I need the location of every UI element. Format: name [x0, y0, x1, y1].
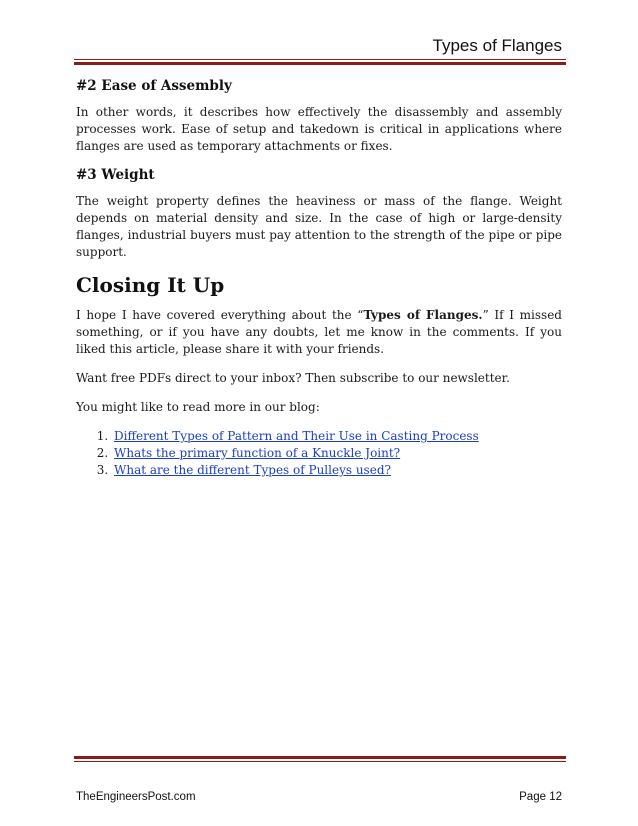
paragraph-newsletter: Want free PDFs direct to your inbox? Then subscribe to our newsletter.	[76, 371, 510, 385]
header-rule-thick	[74, 62, 566, 65]
footer-rule-thick	[74, 756, 566, 759]
section-heading-closing: Closing It Up	[76, 273, 225, 297]
section-heading-weight: #3 Weight	[76, 167, 155, 183]
paragraph-blog-intro: You might like to read more in our blog:	[76, 400, 320, 414]
closing-intro-before: I hope I have covered everything about the “	[76, 308, 364, 322]
closing-intro-bold: Types of Flanges.	[363, 308, 483, 322]
paragraph-closing-intro	[76, 307, 562, 358]
document-body	[76, 78, 562, 479]
closing-intro-after: ” If I missed something, or if you have any doubts, let me know in the comments. If you liked this article, please share it with your friends.	[76, 308, 562, 356]
header-rule-thin	[74, 59, 566, 60]
footer-rule-thin	[74, 761, 566, 762]
page-header-title: Types of Flanges	[432, 36, 562, 55]
list-item	[112, 428, 562, 445]
related-link-casting-pattern[interactable]: Different Types of Pattern and Their Use in Casting Process	[114, 429, 479, 443]
paragraph-weight: The weight property defines the heaviness or mass of the flange. Weight depends on material density and size. In the case of high or large-density flanges, industrial buyers must pay attention to the strength of the pipe or pipe support.	[76, 194, 562, 259]
section-heading-ease-of-assembly: #2 Ease of Assembly	[76, 78, 232, 94]
list-item	[112, 445, 562, 462]
related-link-knuckle-joint[interactable]: Whats the primary function of a Knuckle Joint?	[114, 446, 401, 460]
list-item	[112, 462, 562, 479]
related-link-pulleys[interactable]: What are the different Types of Pulleys used?	[114, 463, 391, 477]
paragraph-ease-of-assembly: In other words, it describes how effectively the disassembly and assembly processes work. Ease of setup and takedown is critical in applications where flanges are used as temporary attachments or fixes.	[76, 105, 562, 153]
related-links-list	[76, 428, 562, 479]
footer-site-name: TheEngineersPost.com	[76, 791, 196, 803]
footer-page-number: Page 12	[519, 791, 562, 803]
